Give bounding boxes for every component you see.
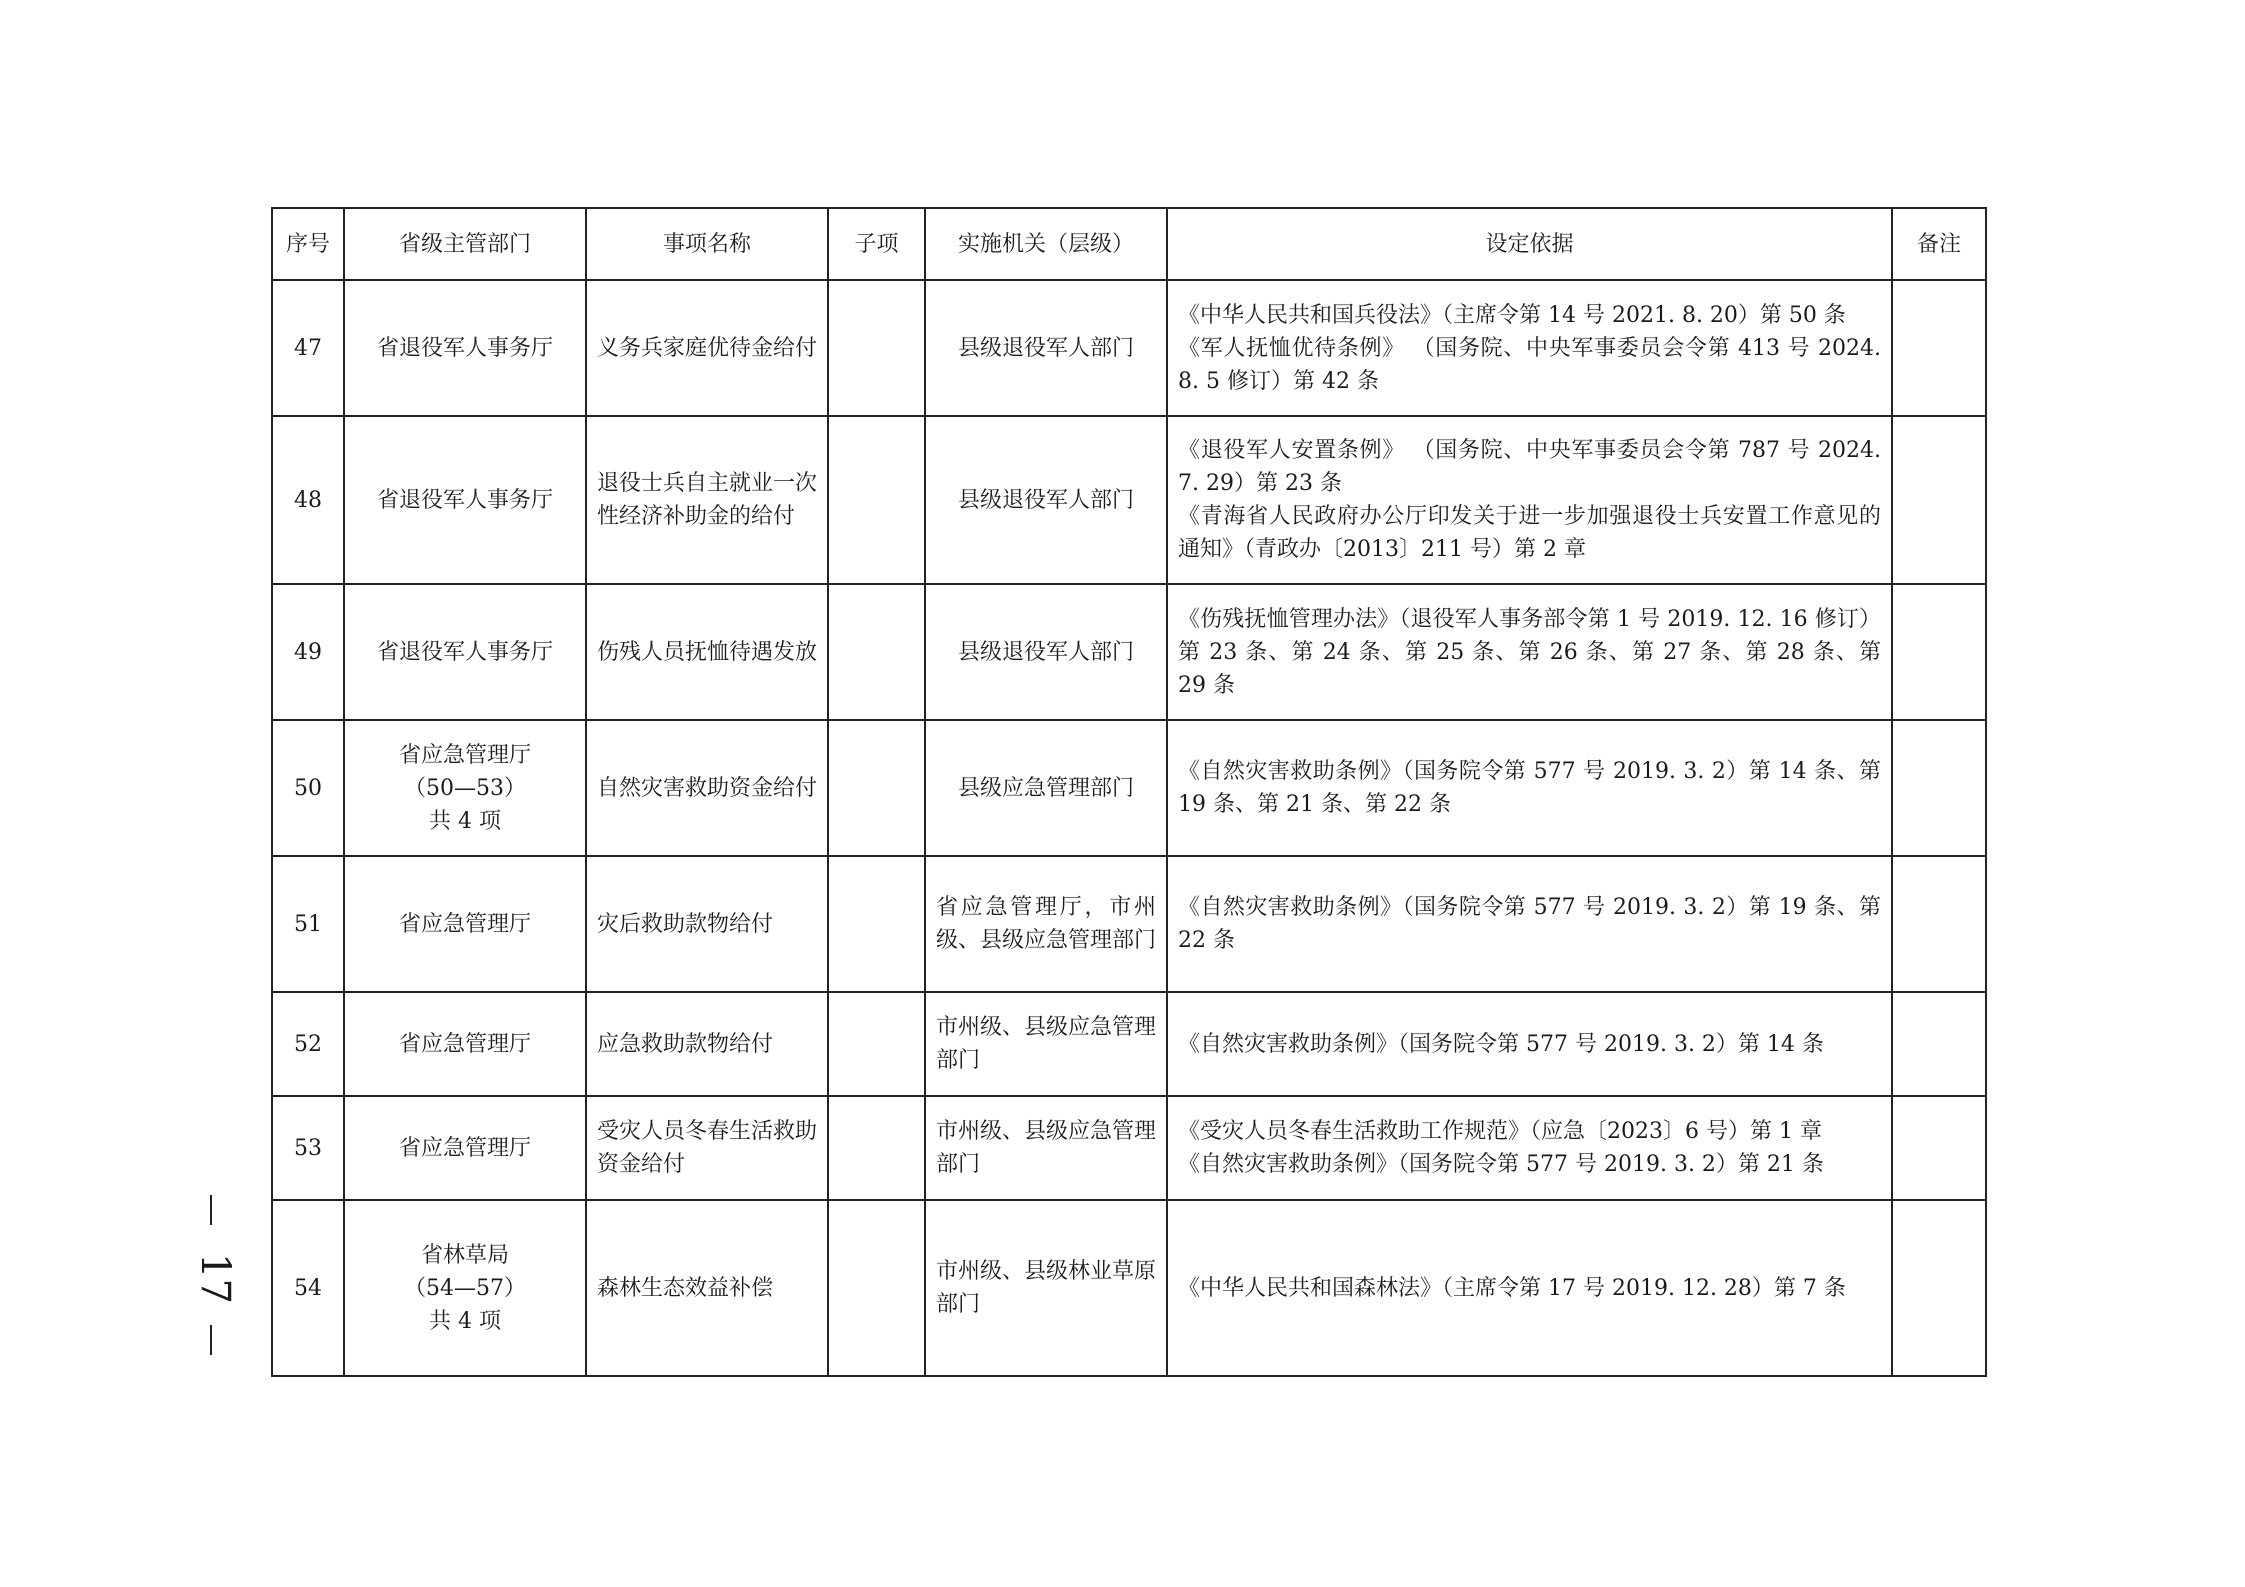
cell-remark xyxy=(1892,584,1986,720)
cell-basis xyxy=(1167,1200,1892,1376)
cell-item: 自然灾害救助资金给付 xyxy=(586,720,828,856)
cell-remark xyxy=(1892,992,1986,1096)
cell-sub xyxy=(828,856,925,992)
cell-seq: 52 xyxy=(272,992,344,1096)
cell-basis xyxy=(1167,1096,1892,1200)
cell-agency: 县级应急管理部门 xyxy=(925,720,1167,856)
table-row xyxy=(272,720,1986,856)
cell-dept xyxy=(344,856,586,992)
cell-dept-line: 共 4 项 xyxy=(429,1308,501,1334)
cell-basis-line: 《中华人民共和国兵役法》（主席令第 14 号 2021. 8. 20）第 50 条 xyxy=(1178,302,1846,328)
cell-basis xyxy=(1167,584,1892,720)
cell-agency: 市州级、县级林业草原部门 xyxy=(925,1200,1167,1376)
cell-item: 义务兵家庭优待金给付 xyxy=(586,280,828,416)
table-header-row xyxy=(272,208,1986,280)
header-sub: 子项 xyxy=(828,208,925,280)
cell-dept-line: 省退役军人事务厅 xyxy=(376,639,553,665)
cell-item: 伤残人员抚恤待遇发放 xyxy=(586,584,828,720)
cell-sub xyxy=(828,280,925,416)
cell-dept xyxy=(344,1200,586,1376)
cell-dept xyxy=(344,280,586,416)
cell-basis xyxy=(1167,720,1892,856)
cell-agency: 县级退役军人部门 xyxy=(925,280,1167,416)
header-remark: 备注 xyxy=(1892,208,1986,280)
cell-remark xyxy=(1892,416,1986,584)
cell-remark xyxy=(1892,1096,1986,1200)
cell-seq: 53 xyxy=(272,1096,344,1200)
header-dept: 省级主管部门 xyxy=(344,208,586,280)
data-table xyxy=(271,207,1987,1377)
cell-dept xyxy=(344,992,586,1096)
cell-remark xyxy=(1892,856,1986,992)
cell-agency: 市州级、县级应急管理部门 xyxy=(925,992,1167,1096)
header-agency: 实施机关（层级） xyxy=(925,208,1167,280)
cell-item: 灾后救助款物给付 xyxy=(586,856,828,992)
cell-basis-line: 《退役军人安置条例》 （国务院、中央军事委员会令第 787 号 2024. 7. 29）第 23 条 xyxy=(1178,438,1881,496)
cell-basis xyxy=(1167,856,1892,992)
cell-dept-line: 省应急管理厅 xyxy=(398,911,531,937)
cell-seq: 51 xyxy=(272,856,344,992)
page-number-dash-top xyxy=(210,1195,212,1225)
cell-dept-line: 省退役军人事务厅 xyxy=(376,335,553,361)
page-number-dash-bottom xyxy=(210,1325,212,1355)
cell-sub xyxy=(828,584,925,720)
cell-remark xyxy=(1892,1200,1986,1376)
table-row xyxy=(272,584,1986,720)
cell-dept xyxy=(344,1096,586,1200)
cell-seq: 48 xyxy=(272,416,344,584)
cell-dept-line: 省林草局 xyxy=(420,1242,509,1268)
cell-dept-line: 省应急管理厅 xyxy=(398,1135,531,1161)
cell-basis xyxy=(1167,992,1892,1096)
cell-basis-line: 《自然灾害救助条例》（国务院令第 577 号 2019. 3. 2）第 14 条、第 19 条、第 21 条、第 22 条 xyxy=(1178,759,1881,817)
cell-basis-line: 《自然灾害救助条例》（国务院令第 577 号 2019. 3. 2）第 19 条、第 22 条 xyxy=(1178,895,1881,953)
cell-dept xyxy=(344,416,586,584)
cell-seq: 50 xyxy=(272,720,344,856)
cell-dept xyxy=(344,584,586,720)
cell-dept-line: 省退役军人事务厅 xyxy=(376,487,553,513)
header-basis: 设定依据 xyxy=(1167,208,1892,280)
cell-dept-line: （50—53） xyxy=(404,775,526,801)
cell-basis xyxy=(1167,416,1892,584)
cell-item: 应急救助款物给付 xyxy=(586,992,828,1096)
cell-basis-line: 《自然灾害救助条例》（国务院令第 577 号 2019. 3. 2）第 14 条 xyxy=(1178,1031,1824,1057)
cell-item: 森林生态效益补偿 xyxy=(586,1200,828,1376)
cell-sub xyxy=(828,992,925,1096)
table-row xyxy=(272,856,1986,992)
cell-agency: 县级退役军人部门 xyxy=(925,584,1167,720)
cell-agency: 市州级、县级应急管理部门 xyxy=(925,1096,1167,1200)
cell-item: 受灾人员冬春生活救助资金给付 xyxy=(586,1096,828,1200)
table-row xyxy=(272,416,1986,584)
cell-dept-line: 共 4 项 xyxy=(429,808,501,834)
cell-dept-line: 省应急管理厅 xyxy=(398,742,531,768)
cell-basis-line: 《军人抚恤优待条例》 （国务院、中央军事委员会令第 413 号 2024. 8. 5 修订）第 42 条 xyxy=(1178,335,1881,394)
cell-basis-line: 《受灾人员冬春生活救助工作规范》（应急〔2023〕6 号）第 1 章 xyxy=(1178,1119,1822,1144)
cell-basis-line: 《伤残抚恤管理办法》（退役军人事务部令第 1 号 2019. 12. 16 修订）第 23 条、第 24 条、第 25 条、第 26 条、第 27 条、第 28 条、第 29 条 xyxy=(1178,606,1881,698)
cell-sub xyxy=(828,416,925,584)
page-number-value: 17 xyxy=(192,1253,238,1304)
cell-seq: 47 xyxy=(272,280,344,416)
cell-dept-line: （54—57） xyxy=(404,1275,526,1301)
header-seq: 序号 xyxy=(272,208,344,280)
cell-basis xyxy=(1167,280,1892,416)
cell-seq: 54 xyxy=(272,1200,344,1376)
header-item: 事项名称 xyxy=(586,208,828,280)
table-row xyxy=(272,1200,1986,1376)
table-row xyxy=(272,280,1986,416)
cell-dept-line: 省应急管理厅 xyxy=(398,1031,531,1057)
table-row xyxy=(272,1096,1986,1200)
cell-remark xyxy=(1892,720,1986,856)
table-row xyxy=(272,992,1986,1096)
cell-agency: 县级退役军人部门 xyxy=(925,416,1167,584)
cell-basis-line: 《青海省人民政府办公厅印发关于进一步加强退役士兵安置工作意见的通知》（青政办〔2013〕211 号）第 2 章 xyxy=(1178,504,1881,562)
cell-sub xyxy=(828,720,925,856)
cell-agency: 省应急管理厅，市州级、县级应急管理部门 xyxy=(925,856,1167,992)
cell-basis-line: 《中华人民共和国森林法》（主席令第 17 号 2019. 12. 28）第 7 条 xyxy=(1178,1275,1846,1301)
cell-sub xyxy=(828,1096,925,1200)
cell-sub xyxy=(828,1200,925,1376)
cell-seq: 49 xyxy=(272,584,344,720)
page-number xyxy=(190,1195,240,1355)
cell-dept xyxy=(344,720,586,856)
cell-basis-line: 《自然灾害救助条例》（国务院令第 577 号 2019. 3. 2）第 21 条 xyxy=(1178,1152,1824,1177)
cell-remark xyxy=(1892,280,1986,416)
cell-item: 退役士兵自主就业一次性经济补助金的给付 xyxy=(586,416,828,584)
